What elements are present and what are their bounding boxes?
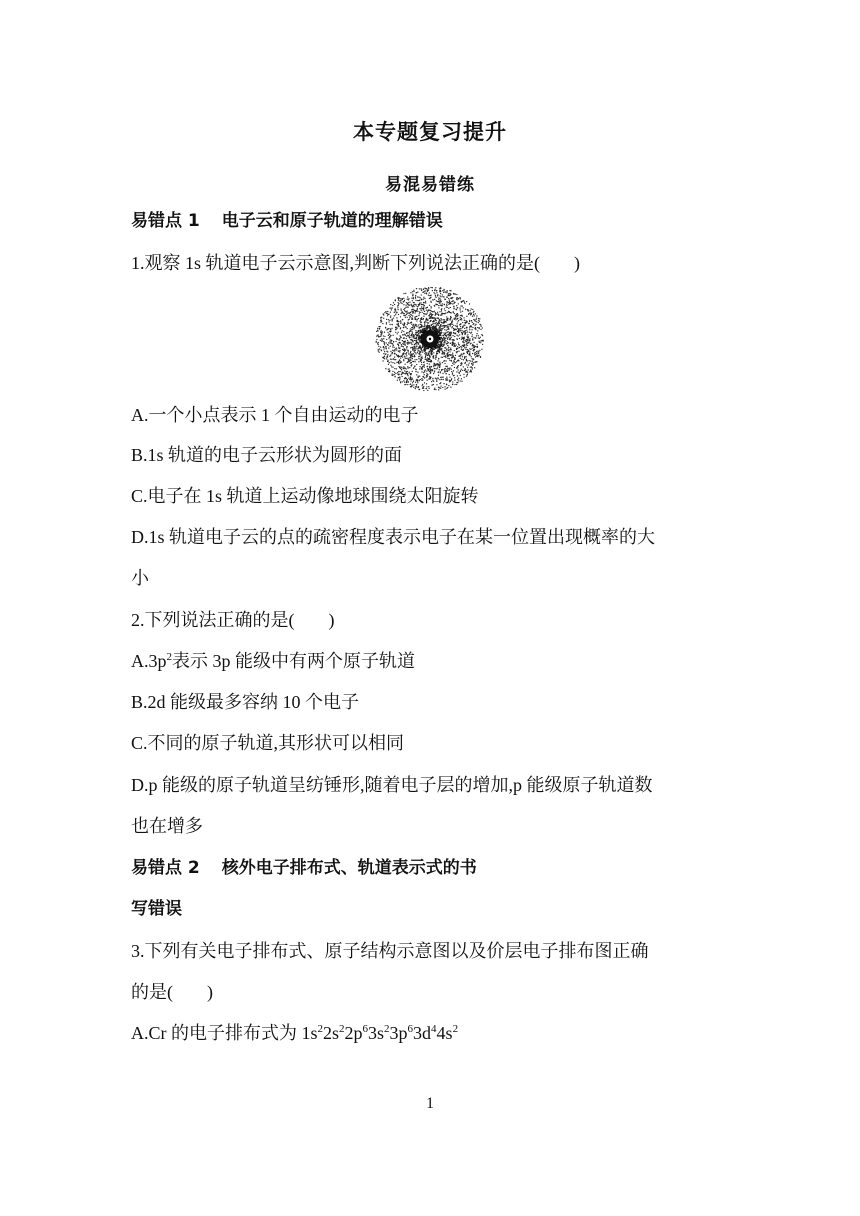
question-3-stem-cont: 的是( )	[131, 982, 213, 1002]
question-1-option-d: D.1s 轨道电子云的点的疏密程度表示电子在某一位置出现概率的大	[131, 527, 656, 547]
section-heading-1	[131, 209, 443, 233]
page-number: 1	[426, 1095, 434, 1112]
section-title: 核外电子排布式、轨道表示式的书	[221, 858, 477, 878]
question-3-option-a: A.Cr 的电子排布式为 $1s^22s^22p^63s^23p^63d^44s^2$	[131, 1023, 459, 1043]
question-3-stem: 3.下列有关电子排布式、原子结构示意图以及价层电子排布图正确	[131, 941, 649, 961]
page-subtitle: 易混易错练	[385, 175, 475, 195]
section-title: 电子云和原子轨道的理解错误	[221, 211, 443, 231]
section-heading-2	[131, 856, 477, 880]
question-1-option-a: A.一个小点表示 1 个自由运动的电子	[131, 405, 419, 425]
electron-configuration: $1s^22s^22p^63s^23p^63d^44s^2$	[301, 1023, 459, 1043]
question-2-option-a: $A.3p^2$表示 3p 能级中有两个原子轨道	[131, 651, 415, 671]
question-2-option-b: B.2d 能级最多容纳 10 个电子	[131, 692, 360, 712]
section-heading-2-cont: 写错误	[131, 899, 182, 919]
question-1-option-c: C.电子在 1s 轨道上运动像地球围绕太阳旋转	[131, 486, 479, 506]
section-label: 易错点 2	[131, 858, 200, 878]
question-2-option-d-cont: 也在增多	[131, 816, 203, 836]
question-1-option-b: B.1s 轨道的电子云形状为圆形的面	[131, 445, 403, 465]
electron-cloud-icon	[372, 284, 488, 396]
question-2-stem: 2.下列说法正确的是( )	[131, 610, 335, 630]
question-2-option-d: D.p 能级的原子轨道呈纺锤形,随着电子层的增加,p 能级原子轨道数	[131, 775, 653, 795]
question-1-option-d-cont: 小	[131, 568, 149, 588]
question-2-option-c: C.不同的原子轨道,其形状可以相同	[131, 733, 405, 753]
section-label: 易错点 1	[131, 211, 200, 231]
question-1-stem: 1.观察 1s 轨道电子云示意图,判断下列说法正确的是( )	[131, 253, 580, 273]
page-title: 本专题复习提升	[353, 120, 507, 144]
